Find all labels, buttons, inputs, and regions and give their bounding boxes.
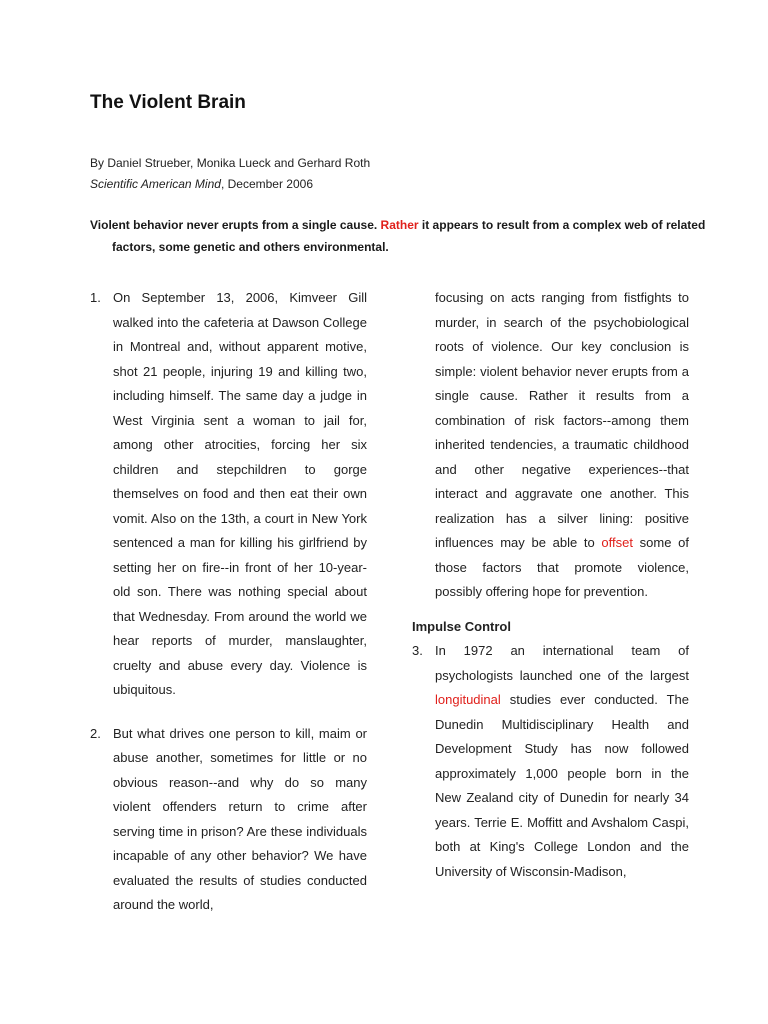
paragraph-text: But what drives one person to kill, maim or abuse another, sometimes for little or no obvious reason--and why do so many violent offenders return to crime after serving time in prison? Are these individuals incapable of any other behavior? We have evaluated the results of studies conducted around the world,: [113, 725, 367, 912]
section-heading: Impulse Control: [412, 618, 511, 634]
paragraph-2-continued: [412, 286, 689, 605]
paragraph-2: [90, 722, 367, 918]
text-after: studies ever conducted. The Dunedin Multidisciplinary Health and Development Study has now followed approximately 1,000 people born in the New Zealand city of Dunedin for nearly 34 years. Terrie E. Moffitt and Avshalom Caspi, both at King's College London and the University of Wisconsin-Madison,: [435, 692, 689, 879]
highlight-term: longitudinal: [435, 692, 501, 707]
paragraph-3: [412, 639, 689, 884]
paragraph-text: [435, 286, 689, 605]
publication-date: , December 2006: [220, 177, 313, 191]
byline: [90, 153, 370, 195]
paragraph-number: 1.: [90, 290, 101, 305]
abstract: [90, 214, 712, 258]
highlight-term: offset: [601, 535, 633, 550]
article-title: The Violent Brain: [90, 92, 246, 113]
continuation-before: focusing on acts ranging from fistfights to murder, in search of the psychobiological roots of violence. Our key conclusion is simple: violent behavior never erupts from a single cause. Rather it results from a combination of risk factors--among them inherited tendencies, a traumatic childhood and other negative experiences--that interact and aggravate one another. This realization has a silver lining: positive influences may be able to: [435, 290, 689, 550]
paragraph-number: 2.: [90, 725, 101, 741]
paragraph-number: 3.: [412, 643, 423, 658]
authors: By Daniel Strueber, Monika Lueck and Gerhard Roth: [90, 156, 371, 170]
abstract-part-2: it appears to result from a complex web of related factors, some genetic and others environmental.: [112, 218, 706, 254]
source-line: [90, 174, 370, 195]
paragraph-text: [435, 639, 689, 884]
paragraph-text: On September 13, 2006, Kimveer Gill walked into the cafeteria at Dawson College in Montreal and, without apparent motive, shot 21 people, injuring 19 and killing two, including himself. The same day a judge in West Virginia sent a woman to jail for, among other atrocities, forcing her six children and stepchildren to gorge themselves on food and then eat their own vomit. Also on the 13th, a court in New York sentenced a man for killing his girlfriend by setting her on fire--in front of her 10-year-old son. There was nothing special about that Wednesday. From around the world we hear reports of murder, manslaughter, cruelty and abuse every day. Violence is ubiquitous.: [113, 290, 367, 697]
continuation-after: some of those factors that promote violence, possibly offering hope for prevention.: [435, 535, 689, 599]
abstract-highlight: Rather: [380, 218, 419, 232]
publication-name: Scientific American Mind: [90, 177, 221, 191]
text-before: In 1972 an international team of psychologists launched one of the largest: [435, 643, 689, 683]
left-column: [90, 286, 367, 918]
abstract-part-1: Violent behavior never erupts from a single cause.: [90, 218, 381, 232]
right-column: [412, 286, 689, 884]
paragraph-1: [90, 286, 367, 703]
